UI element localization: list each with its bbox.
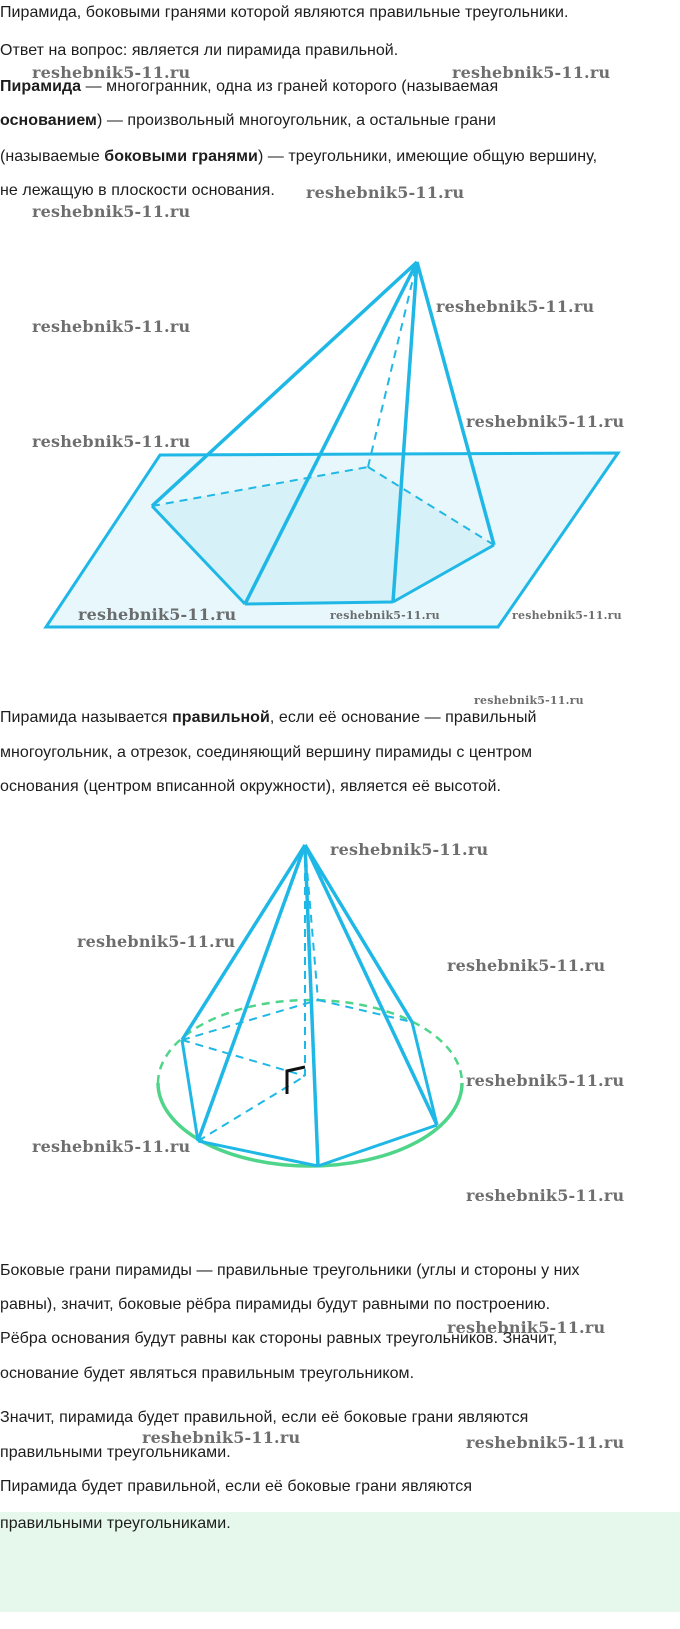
- answer-line-1: Пирамида будет правильной, если её боковые грани являются: [0, 1478, 473, 1495]
- watermark: reshebnik5-11.ru: [32, 317, 191, 336]
- watermark: reshebnik5-11.ru: [466, 412, 625, 431]
- watermark: reshebnik5-11.ru: [32, 1137, 191, 1156]
- definition-text: ) — произвольный многоугольник, а остальные грани: [96, 112, 496, 129]
- watermark: reshebnik5-11.ru: [78, 605, 237, 624]
- watermark: reshebnik5-11.ru: [32, 202, 191, 221]
- problem-statement: Пирамида, боковыми гранями которой являются правильные треугольники.: [0, 4, 569, 21]
- watermark: reshebnik5-11.ru: [330, 840, 489, 859]
- term-lateral-faces: боковыми гранями: [104, 148, 258, 165]
- definition-text: (называемые: [0, 148, 105, 165]
- watermark: reshebnik5-11.ru: [466, 1071, 625, 1090]
- reasoning-line-3: Рёбра основания будут равны как стороны равных треугольников. Значит,: [0, 1330, 558, 1347]
- watermark: reshebnik5-11.ru: [306, 183, 465, 202]
- base-edge: [182, 1040, 198, 1141]
- watermark: reshebnik5-11.ru: [77, 932, 236, 951]
- watermark: reshebnik5-11.ru: [474, 694, 584, 707]
- reasoning-line-2: равны), значит, боковые рёбра пирамиды будут равными по построению.: [0, 1296, 551, 1313]
- reasoning-line-1: Боковые грани пирамиды — правильные треугольники (углы и стороны у них: [0, 1262, 580, 1279]
- question-line: Ответ на вопрос: является ли пирамида правильной.: [0, 42, 399, 59]
- watermark: reshebnik5-11.ru: [452, 63, 611, 82]
- watermark: reshebnik5-11.ru: [466, 1433, 625, 1452]
- term-pyramid: Пирамида: [0, 78, 82, 95]
- definition-text: ) — треугольники, имеющие общую вершину,: [257, 148, 598, 165]
- definition-line-4: не лежащую в плоскости основания.: [0, 182, 275, 199]
- reasoning-line-5: Значит, пирамида будет правильной, если её боковые грани являются: [0, 1409, 529, 1426]
- watermark: reshebnik5-11.ru: [330, 609, 440, 622]
- regular-def-text: Пирамида называется: [0, 709, 173, 726]
- lateral-edge: [305, 845, 318, 1166]
- watermark: reshebnik5-11.ru: [512, 609, 622, 622]
- lateral-edge: [305, 845, 437, 1125]
- reasoning-line-6: правильными треугольниками.: [0, 1444, 231, 1461]
- definition-text: — многогранник, одна из граней которого (называемая: [81, 78, 499, 95]
- base-edge: [318, 1125, 437, 1166]
- regular-def-line-2: многоугольник, а отрезок, соединяющий вершину пирамиды с центром: [0, 744, 533, 761]
- watermark: reshebnik5-11.ru: [32, 63, 191, 82]
- watermark: reshebnik5-11.ru: [447, 1318, 606, 1337]
- lateral-edge: [305, 845, 412, 1022]
- lateral-edge: [198, 845, 305, 1141]
- watermark: reshebnik5-11.ru: [142, 1428, 301, 1447]
- regular-def-line-3: основания (центром вписанной окружности), является её высотой.: [0, 778, 501, 795]
- reasoning-line-4: основание будет являться правильным треугольником.: [0, 1365, 415, 1382]
- watermark: reshebnik5-11.ru: [466, 1186, 625, 1205]
- base-edge: [412, 1022, 437, 1125]
- term-base: основанием: [0, 112, 97, 129]
- hidden-edge: [198, 1076, 305, 1141]
- hidden-edge: [318, 1000, 412, 1022]
- regular-def-text: , если её основание — правильный: [269, 709, 537, 726]
- term-regular: правильной: [172, 709, 270, 726]
- watermark: reshebnik5-11.ru: [32, 432, 191, 451]
- watermark: reshebnik5-11.ru: [447, 956, 606, 975]
- watermark: reshebnik5-11.ru: [436, 297, 595, 316]
- answer-line-2: правильными треугольниками.: [0, 1515, 231, 1532]
